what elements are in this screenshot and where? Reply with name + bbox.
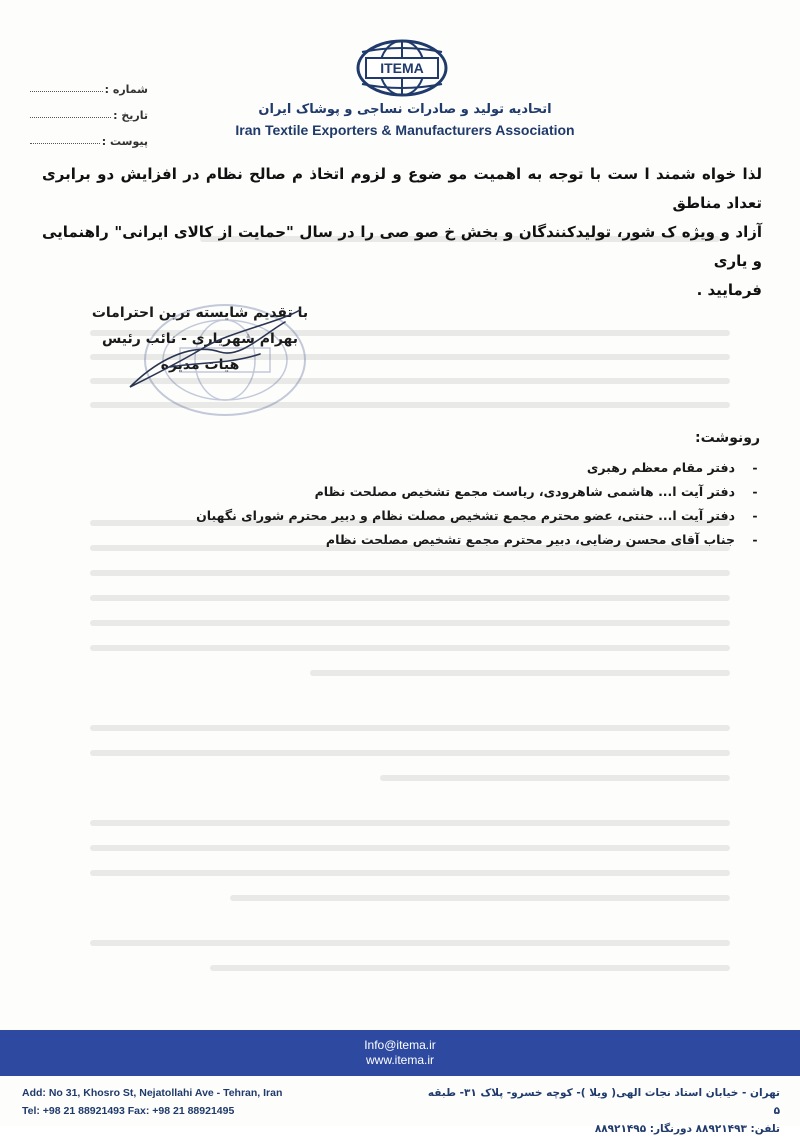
body-line-2-emphasis: تولیدکنندگان [518,223,612,241]
show-through-line [90,620,730,626]
show-through-line [90,820,730,826]
body-line-2c: و بخش خ صو صی را در سال "حمایت از کالای ایرانی" راهنمایی و یاری [42,223,762,270]
phone-fa: تلفن: ۸۸۹۲۱۴۹۳ دورنگار: ۸۸۹۲۱۴۹۵ [594,1123,780,1135]
cc-list [140,456,765,552]
svg-text:ITEMA: ITEMA [380,60,424,76]
footer-email: Info@itema.ir [364,1038,436,1052]
show-through-line [310,670,730,676]
footer-website: www.itema.ir [365,1053,434,1067]
footer-address-fa [420,1084,780,1138]
show-through-line [90,750,730,756]
closing-greeting: با تقدیم شایسته ترین احترامات [91,305,309,321]
cc-item-text: جناب آقای محسن رضایی، دبیر محترم مجمع تشخیص مصلحت نظام [325,532,735,547]
date-row [28,96,148,122]
show-through-line [230,895,730,901]
cc-item [140,480,765,504]
number-label: شماره : [104,83,148,96]
date-line [30,117,111,118]
show-through-line [90,595,730,601]
signatory-name: بهرام شهریاری - نائب رئیس هیات مدیره [101,331,299,373]
globe-logo-icon [352,38,452,98]
handwritten-signature [110,292,320,402]
footer-address-en [22,1084,382,1120]
body-paragraph [42,160,762,305]
show-through-line [90,940,730,946]
footer-contact-web [300,1038,500,1068]
show-through-line [380,775,730,781]
number-line [30,91,103,92]
cc-item [140,504,765,528]
cc-item-text: دفتر مقام معظم رهبری [586,460,735,475]
show-through-line [210,965,730,971]
number-row [28,70,148,96]
show-through-line [90,645,730,651]
body-line-2 [42,218,762,276]
cc-item-text: دفتر آیت ا... حنتی، عضو محترم مجمع تشخیص مصلت نظام و دبیر محترم شورای نگهبان [196,508,735,523]
attachment-label: پیوست : [101,135,148,148]
letter-meta [28,70,148,148]
address-fa: تهران - خیابان استاد نجات الهی( ویلا )- کوچه خسرو- پلاک ۳۱- طبقه ۵ [427,1087,780,1117]
address-en: Add: No 31, Khosro St, Nejatollahi Ave - Tehran, Iran [22,1087,283,1099]
show-through-line [90,870,730,876]
itema-logo [352,38,452,98]
attachment-line [30,143,100,144]
phone-en: Tel: +98 21 88921493 Fax: +98 21 88921495 [22,1105,235,1117]
show-through-line [90,570,730,576]
show-through-line [90,725,730,731]
cc-bullet: - [752,484,758,499]
body-line-1: لذا خواه شمند ا ست با توجه به اهمیت مو ضوع و لزوم اتخاذ م صالح نظام در افزایش دو برابری تعداد مناطق [42,165,762,212]
cc-bullet: - [752,508,758,523]
cc-item-text: دفتر آیت ا... هاشمی شاهرودی، ریاست مجمع تشخیص مصلحت نظام [314,484,735,499]
association-name-fa: اتحادیه تولید و صادرات نساجی و پوشاک ایران [258,102,552,117]
cc-item [140,456,765,480]
attachment-row [28,122,148,148]
cc-title: رونوشت: [695,430,760,446]
date-label: تاریخ : [113,109,148,122]
body-line-2a: آزاد و ویژه ک شور، [611,223,762,241]
cc-item [140,528,765,552]
association-name-en: Iran Textile Exporters & Manufacturers Association [235,122,575,138]
cc-bullet: - [752,460,758,475]
body-line-3: فرمایید . [696,281,762,299]
show-through-line [90,845,730,851]
cc-bullet: - [752,532,758,547]
